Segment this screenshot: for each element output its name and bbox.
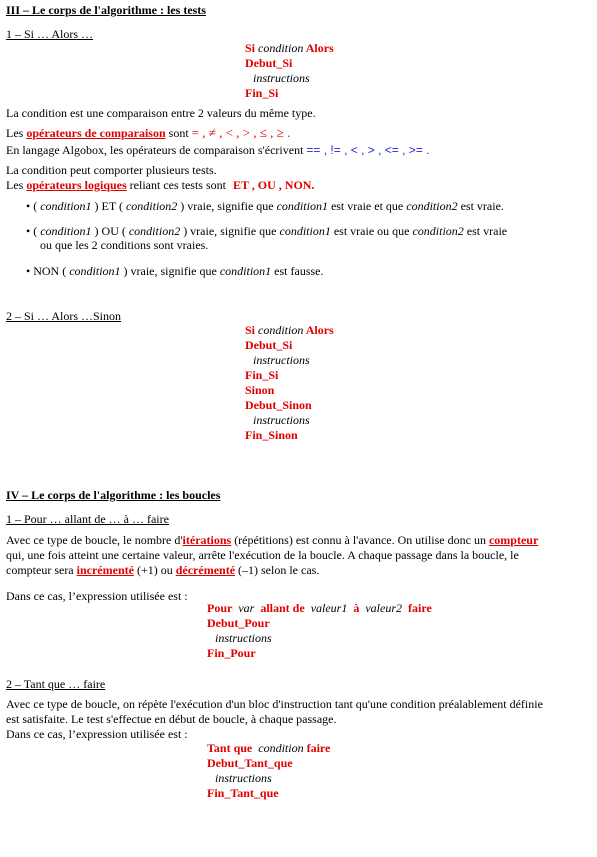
code-block-si-alors: [245, 41, 334, 101]
code-block-tant-que: [207, 741, 330, 801]
code-line: Si condition Alors: [245, 323, 334, 337]
code-line: Tant que condition faire: [207, 741, 331, 755]
paragraph-tant-que-line1: Avec ce type de boucle, on répète l'exécution d'un bloc d'instruction tant qu'une condition préalablement définie: [6, 697, 543, 711]
code-line: Debut_Pour: [207, 616, 270, 630]
code-line: Debut_Tant_que: [207, 756, 293, 770]
subsection-si-alors-title: 1 – Si … Alors …: [6, 27, 94, 41]
code-line: Sinon: [245, 383, 275, 397]
subsection-pour-title: 1 – Pour … allant de … à … faire: [6, 512, 169, 526]
list-item-ou: • ( condition1 ) OU ( condition2 ) vraie, signifie que condition1 est vraie ou que condition2 est vraie: [26, 224, 508, 238]
code-line: Fin_Tant_que: [207, 786, 279, 800]
term-comparison-operators: opérateurs de comparaison: [26, 126, 166, 140]
code-line: Debut_Sinon: [245, 398, 312, 412]
term-compteur: compteur: [488, 533, 539, 547]
paragraph-tant-que-line2: est satisfaite. Le test s'effectue en début de boucle, à chaque passage.: [6, 712, 337, 726]
code-line: Fin_Si: [245, 86, 279, 100]
paragraph-expression-pour: Dans ce cas, l’expression utilisée est :: [6, 589, 188, 603]
paragraph-comparison-operators: Les opérateurs de comparaison sont = , ≠ , < , > , ≤ , ≥ .: [6, 125, 291, 140]
algobox-operators-list: == , != , < , > , <= , >= .: [306, 143, 430, 157]
logical-operators-list: ET , OU , NON.: [232, 178, 315, 192]
paragraph-pour-line2: qui, une fois atteint une certaine valeur, arrête l'exécution de la boucle. A chaque passage dans la boucle, le: [6, 548, 519, 562]
code-line: instructions: [253, 71, 310, 85]
comparison-operators-list: = , ≠ , < , > , ≤ , ≥ .: [191, 125, 291, 140]
list-item-et: • ( condition1 ) ET ( condition2 ) vraie, signifie que condition1 est vraie et que condition2 est vraie.: [26, 199, 504, 213]
paragraph-expression-tant-que: Dans ce cas, l’expression utilisée est :: [6, 727, 188, 741]
paragraph-condition: La condition est une comparaison entre 2 valeurs du même type.: [6, 106, 316, 120]
code-line: Debut_Si: [245, 338, 293, 352]
bullet-dot: •: [26, 224, 31, 238]
code-line: Fin_Sinon: [245, 428, 298, 442]
code-block-pour: [207, 601, 432, 661]
term-incremente: incrémenté: [76, 563, 134, 577]
code-line: Fin_Pour: [207, 646, 256, 660]
paragraph-logical-operators: Les opérateurs logiques reliant ces tests sont ET , OU , NON.: [6, 178, 315, 192]
bullet-dot: •: [26, 199, 31, 213]
term-decremente: décrémenté: [175, 563, 236, 577]
subsection-tant-que-title: 2 – Tant que … faire: [6, 677, 106, 691]
paragraph-multiple-tests: La condition peut comporter plusieurs tests.: [6, 163, 217, 177]
term-logical-operators: opérateurs logiques: [26, 178, 127, 192]
code-block-si-alors-sinon: [245, 323, 334, 443]
code-line: instructions: [253, 413, 310, 427]
code-line: Debut_Si: [245, 56, 293, 70]
code-line: Fin_Si: [245, 368, 279, 382]
bullet-dot: •: [26, 264, 31, 278]
paragraph-pour-line3: compteur sera incrémenté (+1) ou décrémenté (–1) selon le cas.: [6, 563, 320, 577]
subsection-si-alors-sinon-title: 2 – Si … Alors …Sinon: [6, 309, 122, 323]
code-line: instructions: [215, 631, 272, 645]
code-line: instructions: [215, 771, 272, 785]
list-item-ou-continuation: ou que les 2 conditions sont vraies.: [40, 238, 209, 252]
code-line: instructions: [253, 353, 310, 367]
section-3-title: III – Le corps de l'algorithme : les tests: [6, 3, 206, 17]
term-iterations: itérations: [182, 533, 232, 547]
list-item-non: • NON ( condition1 ) vraie, signifie que condition1 est fausse.: [26, 264, 324, 278]
code-line: Pour var allant de valeur1 à valeur2 faire: [207, 601, 432, 615]
section-4-title: IV – Le corps de l'algorithme : les boucles: [6, 488, 221, 502]
paragraph-pour-line1: Avec ce type de boucle, le nombre d'itérations (répétitions) est connu à l'avance. On utilise donc un compteur: [6, 533, 539, 547]
code-line: Si condition Alors: [245, 41, 334, 55]
paragraph-algobox-operators: En langage Algobox, les opérateurs de comparaison s'écrivent == , != , < , > , <= , >= .: [6, 143, 430, 157]
